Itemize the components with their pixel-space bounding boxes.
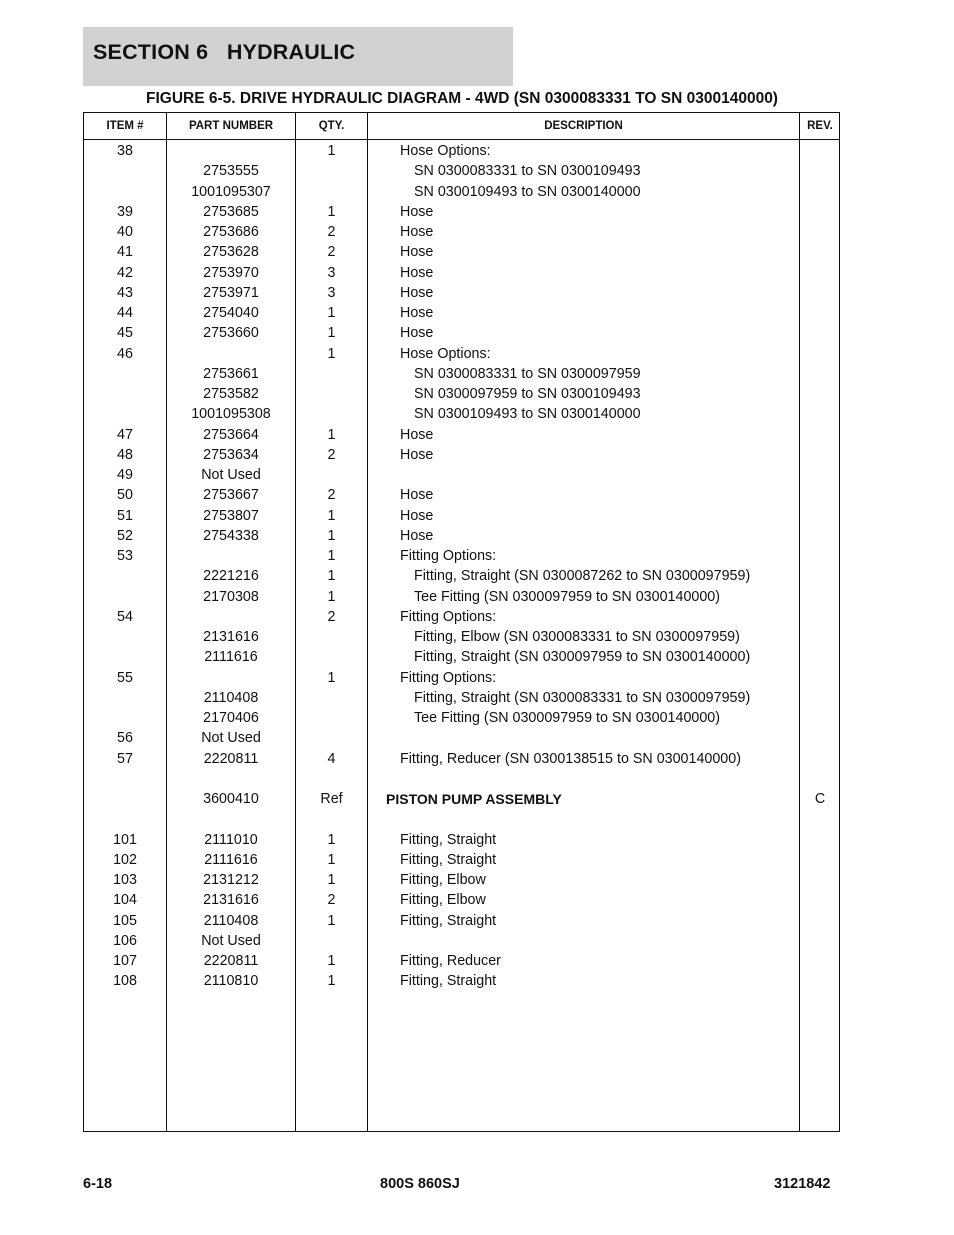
part-number: 2753685	[203, 203, 259, 220]
quantity: 2	[327, 892, 336, 909]
part-number: 2110810	[203, 973, 259, 990]
item-number: 45	[117, 325, 133, 342]
table-row	[84, 141, 839, 161]
part-number: 2753971	[203, 284, 259, 301]
part-number: 2753628	[203, 244, 259, 261]
description: Fitting, Elbow	[400, 892, 486, 909]
model-name: 800S 860SJ	[380, 1176, 460, 1192]
description: Fitting, Reducer (SN 0300138515 to SN 0300140000)	[400, 750, 741, 767]
description: Fitting, Reducer	[400, 953, 501, 969]
quantity: 1	[327, 872, 336, 888]
quantity: 1	[327, 325, 336, 342]
description: SN 0300109493 to SN 0300140000	[414, 183, 641, 200]
quantity: 2	[327, 446, 336, 463]
table-row	[84, 627, 839, 647]
item-number: 53	[117, 548, 133, 564]
description: Hose	[400, 203, 434, 220]
description: SN 0300097959 to SN 0300109493	[414, 386, 641, 402]
table-row	[84, 566, 839, 586]
part-number: 2754040	[203, 305, 259, 321]
table-row	[84, 728, 839, 748]
quantity: 1	[327, 568, 336, 585]
description: Fitting, Straight	[400, 831, 497, 848]
description: Fitting, Straight (SN 0300083331 to SN 0300097959)	[414, 689, 751, 706]
quantity: 2	[327, 608, 336, 625]
table-row	[84, 425, 839, 445]
description: Hose	[400, 487, 434, 504]
part-number: 2220811	[203, 953, 259, 969]
item-number: 55	[117, 669, 133, 686]
part-number: 2753970	[203, 264, 259, 281]
description: Fitting, Straight (SN 0300097959 to SN 0300140000)	[414, 649, 751, 666]
description: SN 0300083331 to SN 0300097959	[414, 365, 641, 382]
table-row	[84, 870, 839, 890]
table-row	[84, 485, 839, 505]
item-number: 104	[113, 892, 137, 909]
quantity: 1	[327, 203, 336, 220]
header-description: DESCRIPTION	[544, 120, 623, 132]
item-number: 107	[113, 953, 137, 969]
quantity: 1	[327, 548, 336, 564]
part-number: 2220811	[203, 750, 259, 767]
table-row	[84, 303, 839, 323]
item-number: 44	[117, 305, 133, 321]
table-row	[84, 607, 839, 627]
quantity: 1	[327, 527, 336, 544]
part-number: 2754338	[203, 527, 259, 544]
table-row	[84, 850, 839, 870]
table-row	[84, 911, 839, 931]
part-number: 3600410	[203, 791, 259, 807]
table-row	[84, 364, 839, 384]
description: Hose Options:	[400, 143, 491, 159]
quantity: 1	[327, 588, 336, 605]
description: Tee Fitting (SN 0300097959 to SN 0300140000)	[414, 710, 721, 726]
table-row	[84, 526, 839, 546]
part-number: 2753582	[203, 386, 259, 402]
item-number: 54	[117, 608, 133, 625]
quantity: 4	[327, 750, 336, 767]
table-row	[84, 546, 839, 566]
quantity: 1	[327, 831, 336, 848]
description: Fitting, Straight	[400, 973, 497, 990]
item-number: 39	[117, 203, 133, 220]
quantity: 1	[327, 973, 336, 990]
item-number: 105	[113, 912, 137, 929]
table-row	[84, 830, 839, 850]
part-number: 2170308	[203, 588, 259, 605]
part-number: 2111616	[204, 851, 258, 868]
table-row	[84, 404, 839, 424]
item-number: 52	[117, 527, 133, 544]
quantity: 1	[327, 851, 336, 868]
quantity: 2	[327, 487, 336, 504]
part-number: 1001095307	[191, 183, 271, 200]
table-row	[84, 202, 839, 222]
description: Fitting, Elbow (SN 0300083331 to SN 0300097959)	[414, 629, 740, 645]
header-qty: QTY.	[318, 120, 345, 132]
header-item: ITEM #	[106, 120, 144, 132]
table-row	[84, 668, 839, 688]
part-number: Not Used	[201, 730, 261, 747]
table-row	[84, 688, 839, 708]
figure-title: FIGURE 6-5. DRIVE HYDRAULIC DIAGRAM - 4WD (SN 0300083331 TO SN 0300140000)	[146, 90, 778, 107]
header-part-number: PART NUMBER	[188, 120, 274, 132]
quantity: 3	[327, 264, 336, 281]
part-number: 2753661	[203, 365, 259, 382]
part-number: 2753667	[203, 487, 259, 504]
item-number: 51	[117, 507, 133, 524]
page-number: 6-18	[83, 1176, 113, 1192]
item-number: 106	[113, 932, 137, 949]
part-number: 2131212	[203, 872, 259, 888]
parts-table	[83, 112, 840, 1132]
table-row	[84, 465, 839, 485]
description: Hose	[400, 507, 434, 524]
part-number: Not Used	[201, 467, 261, 483]
item-number: 38	[117, 143, 133, 159]
description: Fitting, Straight	[400, 912, 497, 929]
quantity: Ref	[320, 791, 343, 807]
part-number: 2110408	[203, 912, 259, 929]
part-number: 2753807	[203, 507, 259, 524]
part-number: 2110408	[203, 689, 259, 706]
table-row	[84, 182, 839, 202]
quantity: 2	[327, 224, 336, 240]
description: Hose	[400, 284, 434, 301]
description: Fitting, Elbow	[400, 872, 486, 888]
table-row	[84, 951, 839, 971]
description: Hose	[400, 527, 434, 544]
part-number: 2753686	[203, 224, 259, 240]
table-row	[84, 263, 839, 283]
description: Hose	[400, 224, 434, 240]
part-number: 2753555	[203, 163, 259, 180]
description: Hose	[400, 325, 434, 342]
part-number: Not Used	[201, 932, 261, 949]
part-number: 2111616	[204, 649, 258, 666]
quantity: 2	[327, 244, 336, 261]
table-row	[84, 971, 839, 991]
item-number: 43	[117, 284, 133, 301]
table-row	[84, 222, 839, 242]
part-number: 1001095308	[191, 406, 271, 423]
description: Hose	[400, 305, 434, 321]
description: Fitting, Straight (SN 0300087262 to SN 0300097959)	[414, 568, 751, 585]
part-number: 2753634	[203, 446, 259, 463]
quantity: 1	[327, 305, 336, 321]
quantity: 1	[327, 143, 336, 159]
quantity: 1	[327, 507, 336, 524]
description: Hose	[400, 244, 434, 261]
item-number: 102	[113, 851, 137, 868]
table-row	[84, 323, 839, 343]
item-number: 47	[117, 426, 133, 443]
item-number: 56	[117, 730, 133, 747]
table-row	[84, 344, 839, 364]
description: Hose	[400, 264, 434, 281]
table-header	[84, 113, 839, 140]
table-row	[84, 749, 839, 769]
item-number: 57	[117, 750, 133, 767]
description: Hose Options:	[400, 345, 491, 362]
document-number: 3121842	[774, 1176, 831, 1192]
part-number: 2131616	[203, 892, 259, 909]
description: Fitting Options:	[400, 669, 497, 686]
quantity: 3	[327, 284, 336, 301]
table-row	[84, 789, 839, 809]
description: SN 0300083331 to SN 0300109493	[414, 163, 641, 180]
quantity: 1	[327, 345, 336, 362]
quantity: 1	[327, 953, 336, 969]
quantity: 1	[327, 426, 336, 443]
description: PISTON PUMP ASSEMBLY	[386, 791, 562, 807]
description: Hose	[400, 446, 434, 463]
item-number: 103	[113, 872, 137, 888]
revision: C	[814, 791, 826, 807]
item-number: 48	[117, 446, 133, 463]
table-row	[84, 931, 839, 951]
table-row	[84, 708, 839, 728]
part-number: 2221216	[203, 568, 259, 585]
item-number: 41	[117, 244, 133, 261]
section-title: SECTION 6 HYDRAULIC	[93, 40, 356, 64]
quantity: 1	[327, 912, 336, 929]
part-number: 2753664	[203, 426, 259, 443]
description: Fitting Options:	[400, 608, 497, 625]
item-number: 42	[117, 264, 133, 281]
item-number: 101	[113, 831, 137, 848]
part-number: 2111010	[204, 831, 258, 848]
item-number: 40	[117, 224, 133, 240]
item-number: 46	[117, 345, 133, 362]
part-number: 2170406	[203, 710, 259, 726]
description: Tee Fitting (SN 0300097959 to SN 0300140000)	[414, 588, 721, 605]
table-row	[84, 283, 839, 303]
table-row	[84, 242, 839, 262]
item-number: 50	[117, 487, 133, 504]
table-row	[84, 587, 839, 607]
table-row	[84, 890, 839, 910]
part-number: 2131616	[203, 629, 259, 645]
table-row	[84, 445, 839, 465]
description: Hose	[400, 426, 434, 443]
part-number: 2753660	[203, 325, 259, 342]
item-number: 108	[113, 973, 137, 990]
table-row	[84, 647, 839, 667]
quantity: 1	[327, 669, 336, 686]
description: SN 0300109493 to SN 0300140000	[414, 406, 641, 423]
description: Fitting, Straight	[400, 851, 497, 868]
header-rev: REV.	[807, 120, 833, 132]
item-number: 49	[117, 467, 133, 483]
table-row	[84, 384, 839, 404]
table-row	[84, 506, 839, 526]
description: Fitting Options:	[400, 548, 497, 564]
table-row	[84, 161, 839, 181]
